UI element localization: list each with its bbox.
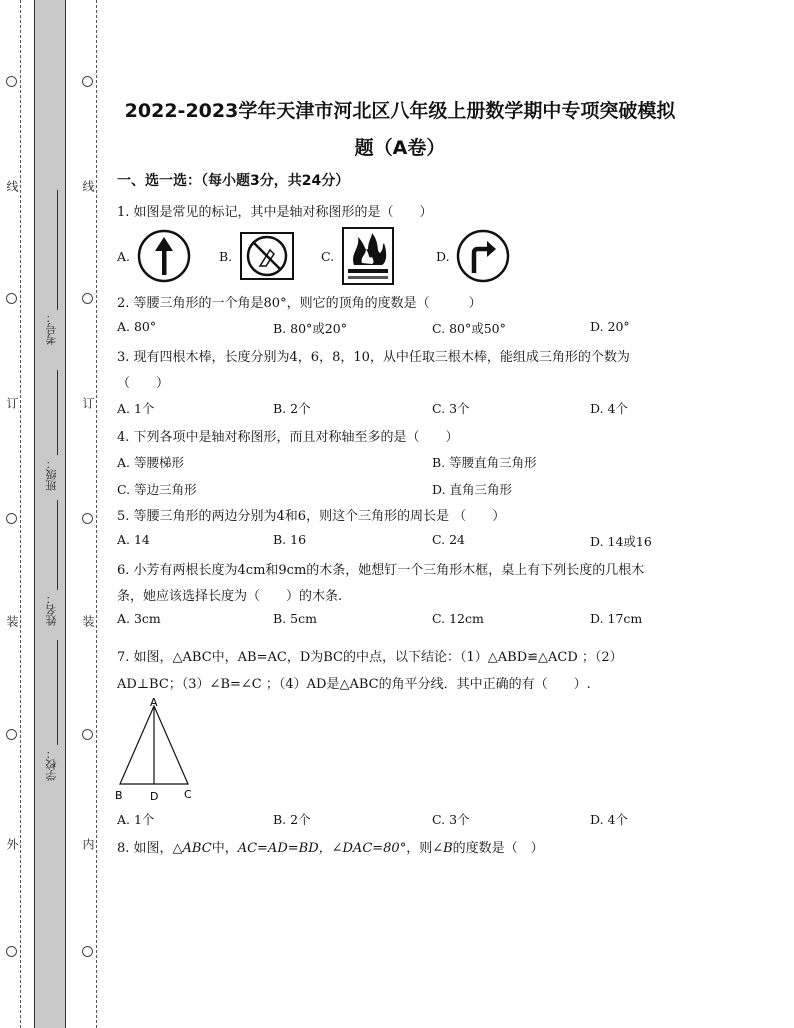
- binding-hole: [82, 729, 93, 740]
- question-4-stem: 4. 下列各项中是轴对称图形，而且对称轴至多的是（ ）: [117, 430, 459, 445]
- field-line: [57, 370, 58, 455]
- binding-hole: [82, 76, 93, 87]
- q7-option-c: C. 3个: [432, 812, 470, 827]
- question-7-stem-line2: AD⊥BC；（3）∠B=∠C ；（4）AD是△ABC的角平分线．其中正确的有（ ）.: [117, 677, 591, 692]
- margin-char-ding: 订: [5, 397, 19, 409]
- question-6-stem-line2: 条，她应该选择长度为（ ）的木条.: [117, 589, 343, 604]
- q7-option-d: D. 4个: [590, 812, 628, 827]
- page-title-line2: 题（A卷）: [354, 137, 446, 159]
- q3-option-b: B. 2个: [273, 401, 311, 416]
- field-line: [57, 500, 58, 590]
- binding-hole: [82, 513, 93, 524]
- question-5-stem: 5. 等腰三角形的两边分别为4和6，则这个三角形的周长是 （ ）: [117, 509, 506, 524]
- q2-option-b: B. 80°或20°: [273, 321, 347, 336]
- question-6-stem-line1: 6. 小芳有两根长度为4cm和9cm的木条，她想钉一个三角形木框，桌上有下列长度的几根木: [117, 563, 645, 578]
- point-a-label: A: [150, 696, 158, 709]
- q1-option-d-label: D.: [436, 249, 450, 264]
- q4-option-a: A. 等腰梯形: [117, 455, 184, 470]
- q7-option-a: A. 1个: [117, 812, 155, 827]
- field-banji-label: 班级：: [45, 458, 58, 491]
- arrow-up-sign-icon: [137, 229, 191, 283]
- q8-stem-part: 中，: [211, 841, 238, 856]
- field-line: [57, 190, 58, 310]
- q3-option-d: D. 4个: [590, 401, 628, 416]
- binding-hole: [6, 293, 17, 304]
- inner-dashed-line: [96, 0, 97, 1028]
- binding-hole: [82, 293, 93, 304]
- point-c-label: C: [184, 788, 192, 801]
- page-title-line1: 2022-2023学年天津市河北区八年级上册数学期中专项突破模拟: [124, 100, 676, 122]
- field-xingming-label: 姓名：: [45, 593, 58, 626]
- point-d-label: D: [150, 790, 159, 803]
- q6-option-b: B. 5cm: [273, 611, 317, 626]
- q8-stem-part: 8. 如图，: [117, 841, 173, 856]
- q3-option-a: A. 1个: [117, 401, 155, 416]
- margin-char-xian: 线: [5, 180, 19, 192]
- q8-condition: AC=AD=BD，∠DAC=80°: [237, 841, 407, 856]
- margin-char-zhuang: 装: [81, 615, 95, 627]
- q6-option-a: A. 3cm: [117, 611, 161, 626]
- margin-char-xian: 线: [81, 180, 95, 192]
- question-8-stem: [117, 837, 544, 856]
- turn-right-sign-icon: [456, 229, 510, 283]
- q2-option-a: A. 80°: [117, 319, 157, 334]
- margin-char-nei: 内: [81, 838, 95, 850]
- q8-triangle-name: △ABC: [172, 841, 212, 856]
- q4-option-b: B. 等腰直角三角形: [432, 455, 537, 470]
- outer-dashed-line: [20, 0, 21, 1028]
- q1-option-a-label: A.: [117, 249, 131, 264]
- margin-char-zhuang: 装: [5, 615, 19, 627]
- gray-strip: [34, 0, 66, 1028]
- q8-stem-part: ，则: [406, 841, 433, 856]
- field-xuexiao-label: 学校：: [45, 748, 58, 781]
- question-7-stem-line1: 7. 如图，△ABC中，AB=AC，D为BC的中点，以下结论：（1）△ABD≌△ACD ；（2）: [117, 650, 623, 665]
- binding-hole: [6, 946, 17, 957]
- binding-hole: [82, 946, 93, 957]
- question-3-stem-line2: （ ）: [117, 376, 170, 391]
- q8-stem-part: 的度数是（ ）: [452, 841, 544, 856]
- q4-option-c: C. 等边三角形: [117, 482, 197, 497]
- q1-option-c-label: C.: [321, 249, 335, 264]
- binding-hole: [6, 729, 17, 740]
- q2-option-d: D. 20°: [590, 319, 630, 334]
- triangle-abc-figure: [112, 696, 198, 804]
- no-fire-sign-icon: [240, 232, 294, 280]
- question-1-stem: 1. 如图是常见的标记，其中是轴对称图形的是（ ）: [117, 205, 433, 220]
- point-b-label: B: [115, 789, 123, 802]
- field-kaohao-label: 考号：: [45, 312, 58, 345]
- q5-option-d: D. 14或16: [590, 534, 652, 549]
- margin-char-wai: 外: [5, 838, 19, 850]
- margin-char-ding: 订: [81, 397, 95, 409]
- q8-angle-b: ∠B: [432, 841, 453, 856]
- q6-option-d: D. 17cm: [590, 611, 643, 626]
- binding-hole: [6, 76, 17, 87]
- field-line: [57, 640, 58, 745]
- q3-option-c: C. 3个: [432, 401, 470, 416]
- q4-option-d: D. 直角三角形: [432, 482, 513, 497]
- q6-option-c: C. 12cm: [432, 611, 484, 626]
- q5-option-a: A. 14: [117, 532, 150, 547]
- section-heading: 一、选一选：（每小题3分，共24分）: [117, 173, 350, 189]
- question-2-stem: 2. 等腰三角形的一个角是80°，则它的顶角的度数是（ ）: [117, 296, 482, 311]
- q5-option-b: B. 16: [273, 532, 307, 547]
- flammable-sign-icon: [342, 227, 394, 285]
- q5-option-c: C. 24: [432, 532, 465, 547]
- q1-option-b-label: B.: [219, 249, 233, 264]
- binding-hole: [6, 513, 17, 524]
- question-3-stem-line1: 3. 现有四根木棒，长度分别为4，6，8，10，从中任取三根木棒，能组成三角形的个数为: [117, 350, 630, 365]
- q2-option-c: C. 80°或50°: [432, 321, 506, 336]
- q7-option-b: B. 2个: [273, 812, 311, 827]
